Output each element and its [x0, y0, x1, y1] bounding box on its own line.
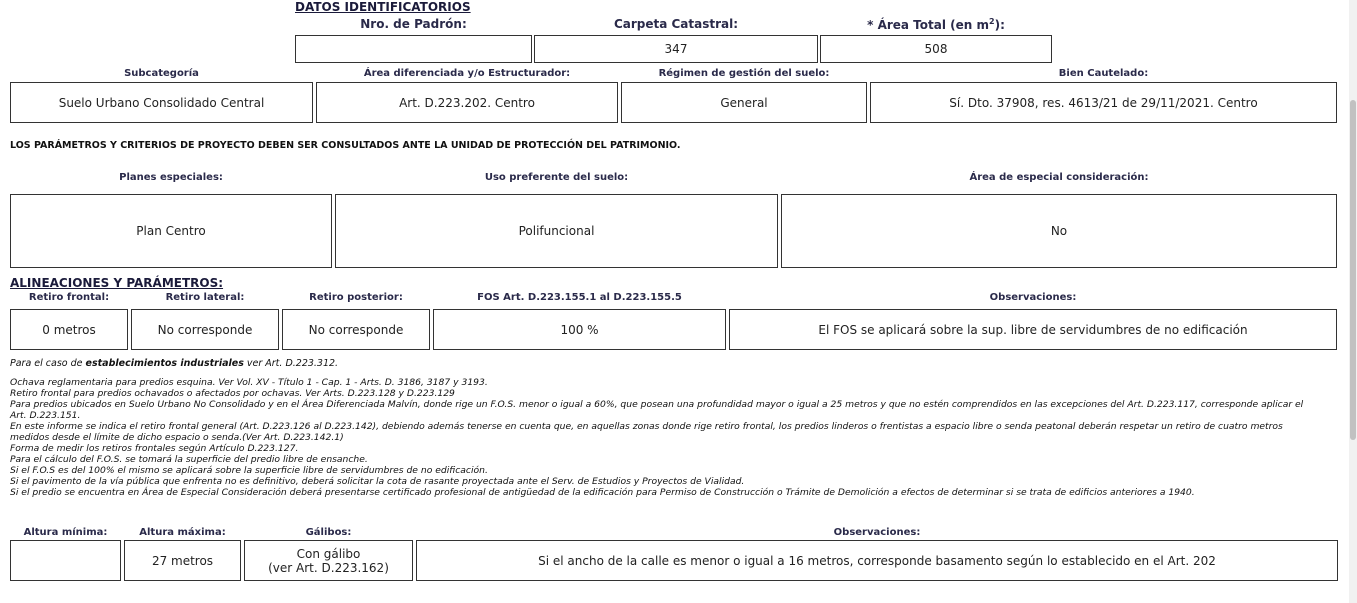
section-title-datos: DATOS IDENTIFICATORIOS: [295, 0, 471, 14]
observaciones-field: El FOS se aplicará sobre la sup. libre de servidumbres de no edificación: [729, 309, 1337, 350]
note-line: Si el F.O.S es del 100% el mismo se aplicará sobre la superficie libre de servidumbres de no edificación.: [10, 465, 488, 476]
alturas-observaciones-field: Si el ancho de la calle es menor o igual a 16 metros, corresponde basamento según lo establecido en el Art. 202: [416, 540, 1338, 581]
subcategoria-label: Subcategoría: [124, 68, 199, 79]
galibos-field: [244, 540, 413, 581]
planes-especiales-field: Plan Centro: [10, 194, 332, 268]
altura-minima-label: Altura mínima:: [23, 527, 108, 538]
note-line: Para el cálculo del F.O.S. se tomará la superficie del predio libre de ensanche.: [10, 454, 368, 465]
uso-preferente-field: Polifuncional: [335, 194, 778, 268]
area-diferenciada-label: Área diferenciada y/o Estructurador:: [363, 68, 571, 79]
retiro-lateral-label: Retiro lateral:: [165, 292, 245, 303]
note-line: Si el pavimento de la vía pública que enfrenta no es definitivo, deberá solicitar la cota de rasante proyectada ante el Serv. de Estudios y Proyectos de Vialidad.: [10, 476, 745, 487]
galibos-line2: (ver Art. D.223.162): [268, 560, 389, 575]
area-especial-label: Área de especial consideración:: [969, 172, 1149, 183]
padron-field: [295, 35, 532, 63]
retiro-lateral-field: No corresponde: [131, 309, 279, 350]
bien-cautelado-field: Sí. Dto. 37908, res. 4613/21 de 29/11/2021. Centro: [870, 82, 1337, 123]
retiro-frontal-field: 0 metros: [10, 309, 128, 350]
fos-label: FOS Art. D.223.155.1 al D.223.155.5: [477, 292, 682, 303]
retiro-posterior-field: No corresponde: [282, 309, 430, 350]
fos-field: 100 %: [433, 309, 726, 350]
altura-maxima-field: 27 metros: [124, 540, 241, 581]
note-line: Si el predio se encuentra en Área de Especial Consideración deberá presentarse certificado profesional de antigüedad de la edificación para Permiso de Construcción o Trámite de Demolición a efectos de determinar si se trata de edificios anteriores a 1940.: [10, 487, 1195, 498]
observaciones-label: Observaciones:: [989, 292, 1077, 303]
alturas-observaciones-label: Observaciones:: [833, 527, 921, 538]
subcategoria-field: Suelo Urbano Consolidado Central: [10, 82, 313, 123]
bien-cautelado-label: Bien Cautelado:: [1058, 68, 1149, 79]
altura-minima-field: [10, 540, 121, 581]
carpeta-label: Carpeta Catastral:: [613, 17, 739, 31]
planes-especiales-label: Planes especiales:: [119, 172, 223, 183]
note-line: Retiro frontal para predios ochavados o afectados por ochavas. Ver Arts. D.223.128 y D.223.129: [10, 388, 455, 399]
patrimonio-notice: LOS PARÁMETROS Y CRITERIOS DE PROYECTO DEBEN SER CONSULTADOS ANTE LA UNIDAD DE PROTECCIÓN DEL PATRIMONIO.: [10, 140, 681, 151]
regimen-field: General: [621, 82, 867, 123]
note-line: Para predios ubicados en Suelo Urbano No Consolidado y en el Área Diferenciada Malvín, donde rige un F.O.S. menor o igual a 60%, que posean una profundidad mayor o igual a 25 metros y que no estén comprendidos en las excepciones del Art. D.223.117, corresponde aplicar el: [10, 399, 1304, 410]
area-total-field: 508: [820, 35, 1052, 63]
note-line: Art. D.223.151.: [10, 410, 81, 421]
altura-maxima-label: Altura máxima:: [139, 527, 226, 538]
galibos-line1: Con gálibo: [296, 546, 361, 561]
area-diferenciada-field: Art. D.223.202. Centro: [316, 82, 618, 123]
area-total-label: * Área Total (en $m^2$):: [867, 17, 1005, 32]
notes-block: [10, 377, 1303, 498]
note-line: En este informe se indica el retiro frontal general (Art. D.223.126 al D.223.142), debiendo además tenerse en cuenta que, en aquellas zonas donde rige retiro frontal, los predios linderos o frentistas a espacio libre o senda peatonal deberán respetar un retiro de cuatro metros: [10, 421, 1283, 432]
galibos-label: Gálibos:: [305, 527, 352, 538]
note-line: medidos desde el límite de dicho espacio o senda.(Ver Art. D.223.142.1): [10, 432, 344, 443]
padron-label: Nro. de Padrón:: [360, 17, 467, 31]
regimen-label: Régimen de gestión del suelo:: [658, 68, 830, 79]
note-line: Ochava reglamentaria para predios esquina. Ver Vol. XV - Título 1 - Cap. 1 - Arts. D. 3186, 3187 y 3193.: [10, 377, 488, 388]
uso-preferente-label: Uso preferente del suelo:: [484, 172, 629, 183]
vertical-scrollbar[interactable]: [1349, 0, 1357, 603]
carpeta-field: 347: [534, 35, 818, 63]
retiro-frontal-label: Retiro frontal:: [28, 292, 110, 303]
industrial-note: Para el caso de establecimientos industriales ver Art. D.223.312.: [10, 358, 339, 369]
retiro-posterior-label: Retiro posterior:: [309, 292, 403, 303]
area-especial-field: No: [781, 194, 1337, 268]
section-title-alineaciones: ALINEACIONES Y PARÁMETROS:: [10, 276, 224, 290]
scrollbar-thumb[interactable]: [1350, 100, 1356, 440]
note-line: Forma de medir los retiros frontales según Artículo D.223.127.: [10, 443, 299, 454]
